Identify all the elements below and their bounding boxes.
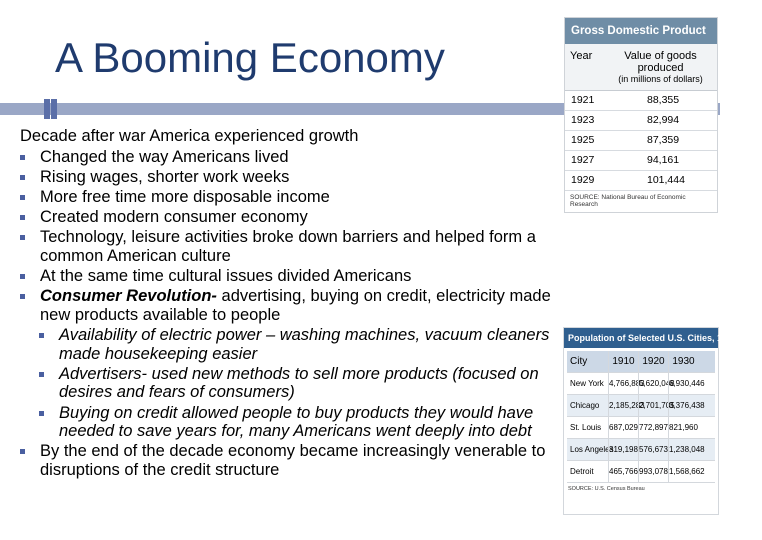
accent-tick <box>51 99 57 119</box>
table-row: New York 4,766,883 5,620,048 6,930,446 <box>567 373 715 395</box>
bullet-item-consumer-revolution: Consumer Revolution- advertising, buying on credit, electricity made new products available to people <box>20 287 555 324</box>
bullet-marker <box>39 411 44 416</box>
bullet-item: By the end of the decade economy became increasingly venerable to disruptions of the credit structure <box>20 442 555 479</box>
bullet-item: Created modern consumer economy <box>20 208 555 227</box>
bullet-marker <box>20 175 25 180</box>
table-row: Chicago 2,185,283 2,701,705 3,376,438 <box>567 395 715 417</box>
city-table-grid <box>567 351 715 483</box>
gdp-table-source: SOURCE: National Bureau of Economic Research <box>570 194 686 208</box>
bullet-item: Rising wages, shorter work weeks <box>20 168 555 187</box>
city-table-header: City 1910 1920 1930 <box>567 351 715 373</box>
table-row: 1921 88,355 <box>565 91 717 111</box>
gdp-col-unit: (in millions of dollars) <box>618 74 703 84</box>
table-row: Detroit 465,766 993,078 1,568,662 <box>567 461 715 483</box>
gdp-table-header <box>565 44 717 91</box>
bullet-item: More free time more disposable income <box>20 188 555 207</box>
slide-body <box>20 127 555 481</box>
bullet-marker <box>20 294 25 299</box>
bullet-marker <box>20 195 25 200</box>
city-table-source: SOURCE: U.S. Census Bureau <box>568 486 645 492</box>
bullet-item: Changed the way Americans lived <box>20 148 555 167</box>
city-population-table <box>563 327 762 515</box>
sub-bullet-item: Buying on credit allowed people to buy products they would have needed to save years for, many Americans went deeply into debt <box>20 404 555 441</box>
bullet-marker <box>20 155 25 160</box>
city-table-title: Population of Selected U.S. Cities, 1910–1930 <box>564 328 718 348</box>
table-row: Los Angeles 319,198 576,673 1,238,048 <box>567 439 715 461</box>
accent-tick <box>44 99 50 119</box>
table-row: 1927 94,161 <box>565 151 717 171</box>
sub-bullet-item: Availability of electric power – washing machines, vacuum cleaners made housekeeping easier <box>20 326 555 363</box>
table-row: 1929 101,444 <box>565 171 717 191</box>
bullet-marker <box>20 235 25 240</box>
table-row: 1923 82,994 <box>565 111 717 131</box>
lead-text: Decade after war America experienced growth <box>20 127 359 145</box>
bullet-marker <box>39 372 44 377</box>
sub-bullet-item: Advertisers- used new methods to sell more products (focused on desires and fears of consumers) <box>20 365 555 402</box>
bullet-marker <box>20 449 25 454</box>
gdp-col-year: Year <box>570 50 593 62</box>
bullet-item: At the same time cultural issues divided Americans <box>20 267 555 286</box>
consumer-revolution-heading: Consumer Revolution- <box>40 287 217 306</box>
table-row: 1925 87,359 <box>565 131 717 151</box>
bullet-marker <box>39 333 44 338</box>
slide-title: A Booming Economy <box>55 34 445 81</box>
gdp-table <box>564 17 718 213</box>
gdp-col-value: Value of goods produced (in millions of dollars) <box>606 44 717 90</box>
bullet-marker <box>20 274 25 279</box>
gdp-table-title: Gross Domestic Product <box>565 18 717 44</box>
table-row: St. Louis 687,029 772,897 821,960 <box>567 417 715 439</box>
bullet-marker <box>20 215 25 220</box>
bullet-item: Technology, leisure activities broke down barriers and helped form a common American culture <box>20 228 555 265</box>
